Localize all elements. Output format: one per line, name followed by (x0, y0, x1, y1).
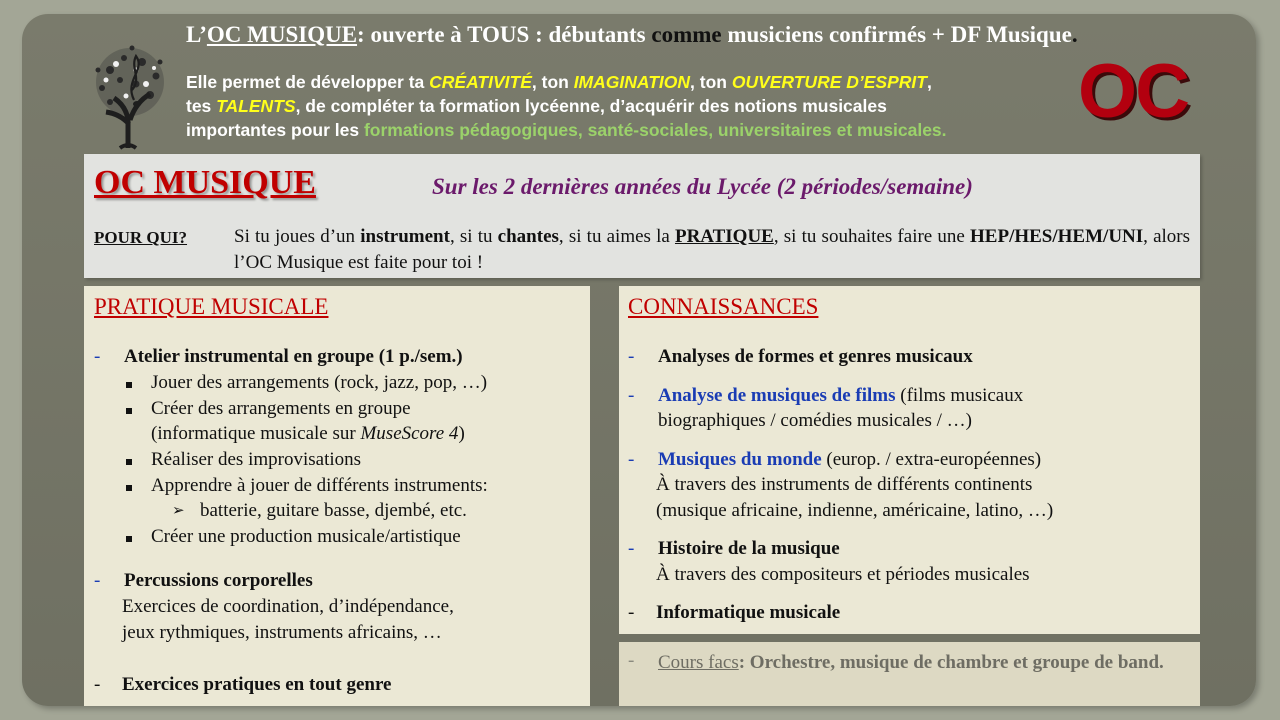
list-item: Apprendre à jouer de différents instruments: (151, 475, 488, 496)
page-title: OC MUSIQUE (94, 164, 316, 201)
list-item: Exercices de coordination, d’indépendance, (122, 596, 454, 617)
list-dash: - (628, 650, 635, 671)
practice-item-percussions: Percussions corporelles (124, 570, 313, 591)
arrow-bullet-icon: ➢ (172, 503, 185, 519)
list-dash: - (94, 674, 101, 695)
practice-title: PRATIQUE MUSICALE (94, 294, 329, 319)
header-tagline: L’OC MUSIQUE: ouverte à TOUS : débutants comme musiciens confirmés + DF Musique. (186, 22, 1078, 47)
list-dash: - (628, 538, 635, 559)
list-dash: - (94, 570, 101, 591)
knowledge-item: Musiques du monde (europ. / extra-européennes) (658, 449, 1042, 470)
optional-courses-box (619, 642, 1200, 706)
knowledge-item: Histoire de la musique (658, 538, 840, 559)
list-item: biographiques / comédies musicales / …) (658, 410, 972, 431)
practice-item-atelier: Atelier instrumental en groupe (1 p./sem.) (124, 346, 463, 367)
list-item: À travers des compositeurs et périodes musicales (656, 564, 1030, 585)
music-tree-logo (80, 40, 180, 150)
list-item: À travers des instruments de différents continents (656, 474, 1033, 495)
knowledge-item: Informatique musicale (656, 602, 841, 623)
square-bullet-icon (126, 485, 132, 491)
intro-paragraph: Elle permet de développer ta CRÉATIVITÉ, ton IMAGINATION, ton OUVERTURE D’ESPRIT, tes TALENTS, de compléter ta formation lycéenne, d’acquérir des notions musicales importantes pour les formations pédagogiques, santé-sociales, universitaires et musicales. (186, 72, 947, 140)
list-item: batterie, guitare basse, djembé, etc. (200, 500, 467, 521)
list-item: jeux rythmiques, instruments africains, … (122, 622, 442, 643)
list-item: (musique africaine, indienne, américaine, latino, …) (656, 500, 1054, 521)
square-bullet-icon (126, 459, 132, 465)
knowledge-item: Analyse de musiques de films (films musicaux (658, 385, 1024, 406)
list-dash: - (628, 346, 635, 367)
page-subtitle: Sur les 2 dernières années du Lycée (2 périodes/semaine) (432, 174, 973, 199)
oc-logo: OC (1078, 49, 1188, 134)
list-item: Jouer des arrangements (rock, jazz, pop, …) (151, 372, 488, 393)
list-item: Créer des arrangements en groupe (151, 398, 411, 419)
knowledge-title: CONNAISSANCES (628, 294, 819, 319)
list-item: Créer une production musicale/artistique (151, 526, 461, 547)
list-item: (informatique musicale sur MuseScore 4) (151, 423, 465, 444)
list-dash: - (628, 385, 635, 406)
list-dash: - (628, 602, 635, 623)
overview-box (84, 154, 1200, 278)
practice-card (84, 286, 590, 706)
square-bullet-icon (126, 382, 132, 388)
square-bullet-icon (126, 408, 132, 414)
knowledge-item: Analyses de formes et genres musicaux (658, 346, 973, 367)
optional-courses-text: Cours facs: Orchestre, musique de chambre et groupe de band. (658, 652, 1164, 673)
target-label: POUR QUI? (94, 228, 188, 247)
list-dash: - (94, 346, 101, 367)
practice-item-exercices: Exercices pratiques en tout genre (122, 674, 392, 695)
list-dash: - (628, 449, 635, 470)
knowledge-card (619, 286, 1200, 634)
square-bullet-icon (126, 536, 132, 542)
target-description: Si tu joues d’un instrument, si tu chantes, si tu aimes la PRATIQUE, si tu souhaites faire une HEP/HES/HEM/UNI, alors l’OC Musique est faite pour toi ! (234, 226, 1191, 273)
list-item: Réaliser des improvisations (151, 449, 362, 470)
